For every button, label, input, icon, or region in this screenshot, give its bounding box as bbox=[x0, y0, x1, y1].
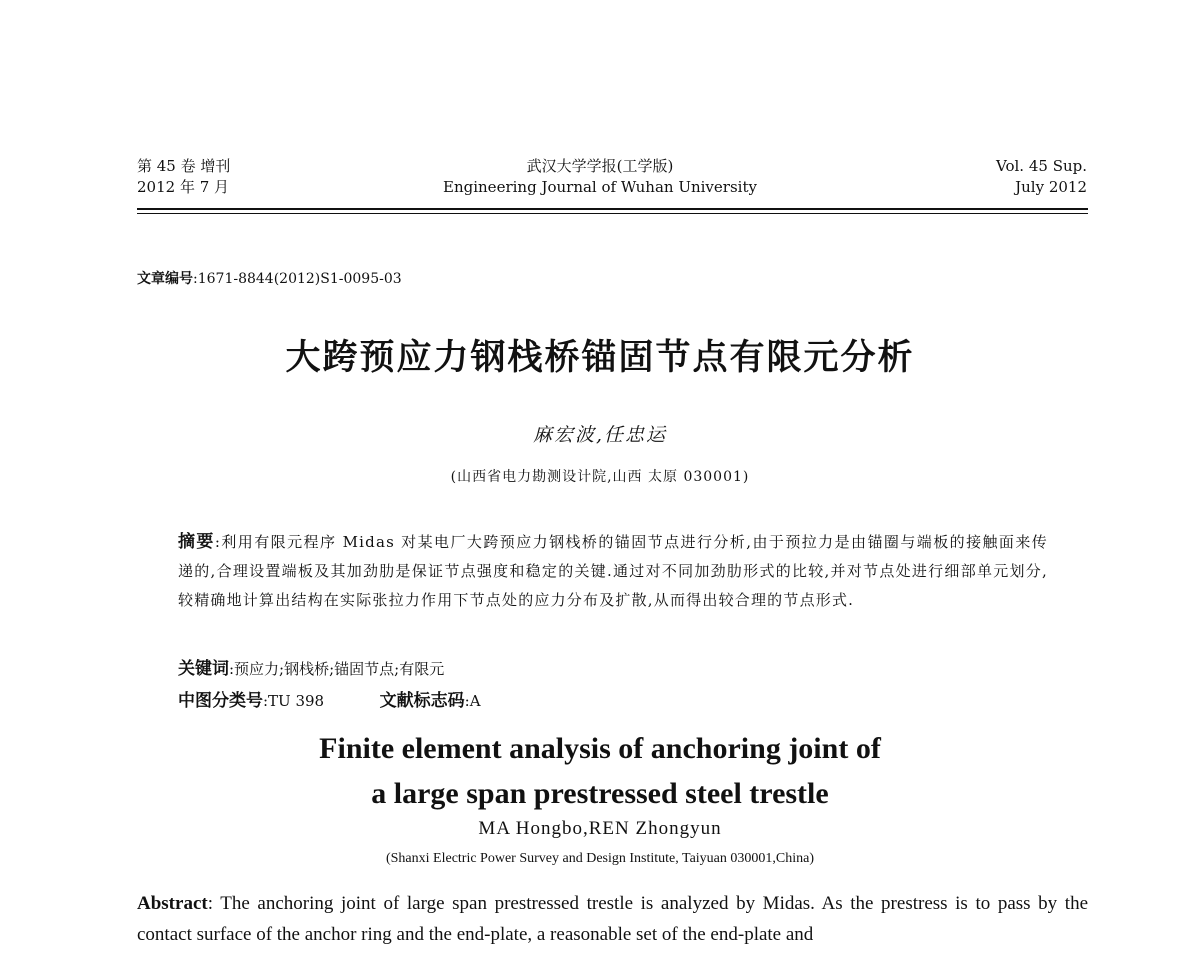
header-rule-top bbox=[137, 208, 1088, 210]
abstract-en-text: : The anchoring joint of large span prestressed trestle is analyzed by Midas. As the prestress is to pass by the contact surface of the anchor ring and the end-plate, a reasonable set of the end-plate and bbox=[137, 893, 1088, 945]
keywords-cn bbox=[178, 654, 444, 679]
affiliation-en: (Shanxi Electric Power Survey and Design Institute, Taiyuan 030001,China) bbox=[385, 851, 814, 866]
journal-name-cn: 武汉大学学报(工学版) bbox=[526, 157, 674, 175]
classification bbox=[178, 686, 481, 711]
article-number bbox=[137, 268, 402, 288]
volume-info-en bbox=[996, 156, 1087, 198]
journal-name bbox=[300, 156, 900, 198]
date-line-en: July 2012 bbox=[1015, 178, 1087, 196]
article-number-value: :1671-8844(2012)S1-0095-03 bbox=[193, 271, 402, 287]
classification-value: :TU 398 bbox=[263, 692, 325, 710]
date-line: 2012 年 7 月 bbox=[137, 178, 230, 196]
title-en-line2: a large span prestressed steel trestle bbox=[371, 777, 829, 810]
classification-label: 中图分类号 bbox=[178, 691, 263, 711]
title-cn: 大跨预应力钢栈桥锚固节点有限元分析 bbox=[285, 338, 915, 378]
abstract-en bbox=[137, 888, 1088, 950]
article-number-label: 文章编号 bbox=[137, 271, 193, 287]
volume-line-en: Vol. 45 Sup. bbox=[996, 157, 1087, 175]
volume-line: 第 45 卷 增刊 bbox=[137, 157, 231, 175]
abstract-en-label: Abstract bbox=[137, 893, 208, 914]
abstract-cn-text: :利用有限元程序 Midas 对某电厂大跨预应力钢栈桥的锚固节点进行分析,由于预拉力是由锚圈与端板的接触面来传递的,合理设置端板及其加劲肋是保证节点强度和稳定的关键.通过对不同加劲肋形式的比较,并对节点处进行细部单元划分,较精确地计算出结构在实际张拉力作用下节点处的应力分布及扩散,从而得出较合理的节点形式. bbox=[178, 533, 1049, 609]
doc-code-value: :A bbox=[464, 692, 481, 710]
header-rule-bottom bbox=[137, 213, 1088, 214]
affiliation-cn: (山西省电力勘测设计院,山西 太原 030001) bbox=[450, 469, 750, 485]
title-en bbox=[0, 726, 1200, 816]
authors-en: MA Hongbo,REN Zhongyun bbox=[478, 818, 722, 839]
abstract-cn bbox=[178, 528, 1048, 615]
journal-name-en: Engineering Journal of Wuhan University bbox=[443, 178, 757, 196]
volume-info bbox=[137, 156, 230, 198]
authors-cn: 麻宏波,任忠运 bbox=[532, 424, 668, 446]
title-en-line1: Finite element analysis of anchoring joint of bbox=[319, 732, 881, 765]
keywords-cn-label: 关键词 bbox=[178, 659, 229, 679]
doc-code-label: 文献标志码 bbox=[379, 691, 465, 711]
abstract-cn-label: 摘要 bbox=[178, 532, 215, 552]
keywords-cn-text: :预应力;钢栈桥;锚固节点;有限元 bbox=[229, 660, 445, 678]
